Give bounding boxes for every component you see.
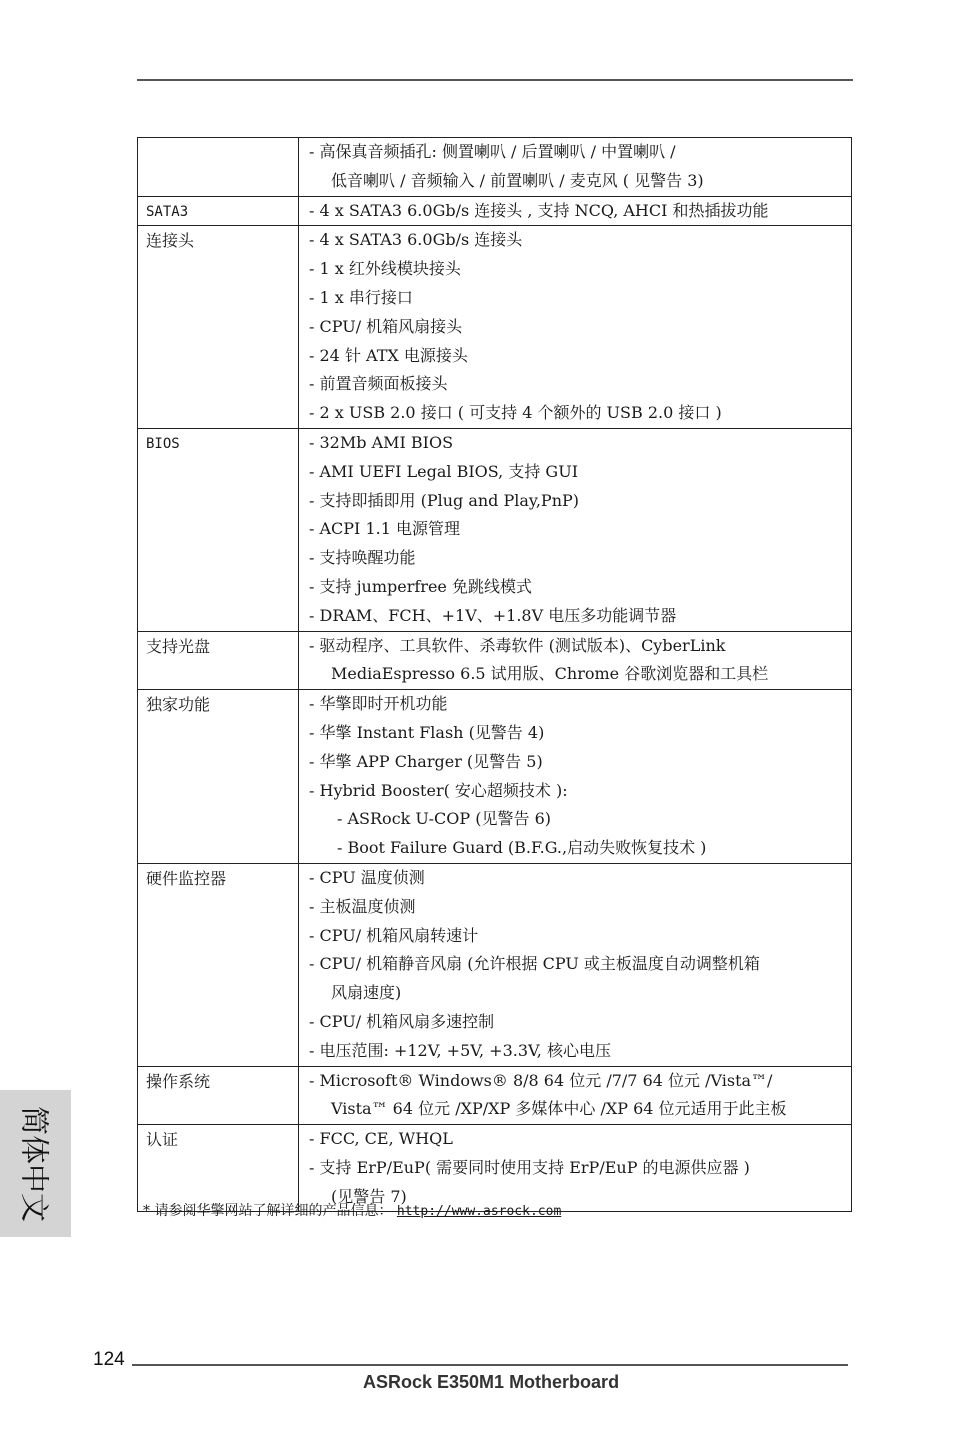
spec-line: 风扇速度) — [331, 983, 402, 1003]
spec-line: - 华擎 Instant Flash (见警告 4) — [309, 722, 545, 742]
spec-line: - 2 x USB 2.0 接口 ( 可支持 4 个额外的 USB 2.0 接口 ) — [309, 403, 722, 423]
spec-line: - 高保真音频插孔: 侧置喇叭 / 后置喇叭 / 中置喇叭 / — [309, 142, 676, 161]
spec-line: - 1 x 红外线模块接头 — [309, 259, 461, 279]
spec-row — [138, 226, 852, 429]
spec-line: - AMI UEFI Legal BIOS, 支持 GUI — [309, 461, 579, 481]
spec-line: - Hybrid Booster( 安心超频技术 ): — [309, 780, 568, 800]
spec-line: - CPU/ 机箱风扇接头 — [309, 316, 463, 336]
spec-label: 独家功能 — [146, 695, 211, 715]
spec-label-cell — [138, 138, 299, 197]
spec-line: - 主板温度侦测 — [309, 896, 416, 916]
spec-line: - 驱动程序、工具软件、杀毒软件 (测试版本)、CyberLink — [309, 635, 726, 655]
spec-label-cell — [138, 863, 299, 1066]
spec-line: - 支持 jumperfree 免跳线模式 — [309, 576, 532, 596]
spec-line: - ASRock U-COP (见警告 6) — [337, 809, 552, 829]
spec-label: 硬件监控器 — [146, 868, 227, 888]
spec-line: - CPU 温度侦测 — [309, 867, 425, 887]
spec-content-cell — [299, 138, 852, 197]
spec-line: - 24 针 ATX 电源接头 — [309, 345, 468, 365]
spec-line: - 4 x SATA3 6.0Gb/s 连接头 , 支持 NCQ, AHCI 和热插拔功能 — [309, 200, 769, 220]
spec-line: - DRAM、FCH、+1V、+1.8V 电压多功能调节器 — [309, 605, 677, 625]
spec-table — [137, 137, 852, 1212]
spec-line: - 4 x SATA3 6.0Gb/s 连接头 — [309, 230, 523, 250]
spec-label-cell — [138, 428, 299, 631]
spec-content-cell — [299, 690, 852, 864]
spec-row — [138, 1066, 852, 1125]
page-number: 124 — [93, 1349, 125, 1370]
spec-row — [138, 428, 852, 631]
spec-line: - CPU/ 机箱静音风扇 (允许根据 CPU 或主板温度自动调整机箱 — [309, 954, 760, 974]
spec-line: - 支持即插即用 (Plug and Play,PnP) — [309, 490, 580, 510]
spec-line: - 华擎 APP Charger (见警告 5) — [309, 751, 543, 771]
bottom-rule — [132, 1364, 848, 1366]
spec-line: - 电压范围: +12V, +5V, +3.3V, 核心电压 — [309, 1040, 611, 1060]
spec-row — [138, 863, 852, 1066]
spec-label-cell — [138, 1066, 299, 1125]
spec-row — [138, 631, 852, 690]
spec-line: MediaEspresso 6.5 试用版、Chrome 谷歌浏览器和工具栏 — [331, 664, 769, 684]
spec-label-cell — [138, 690, 299, 864]
footnote-text: * 请参阅华擎网站了解详细的产品信息： — [143, 1203, 393, 1219]
spec-row — [138, 690, 852, 864]
spec-label: 认证 — [146, 1130, 179, 1150]
spec-row — [138, 196, 852, 226]
spec-content-cell — [299, 1125, 852, 1212]
spec-row — [138, 1125, 852, 1212]
spec-content-cell — [299, 428, 852, 631]
spec-label: SATA3 — [146, 203, 189, 220]
spec-table-body — [138, 138, 852, 1212]
spec-content-cell — [299, 1066, 852, 1125]
language-label: 简体中文 — [17, 1105, 51, 1222]
spec-label: BIOS — [146, 435, 180, 452]
spec-line: (见警告 7) — [331, 1186, 407, 1206]
spec-content-cell — [299, 226, 852, 429]
spec-content-cell — [299, 631, 852, 690]
spec-label: 操作系统 — [146, 1071, 211, 1091]
footnote — [143, 1200, 561, 1220]
spec-line: 低音喇叭 / 音频输入 / 前置喇叭 / 麦克风 ( 见警告 3) — [331, 170, 704, 190]
spec-line: - Microsoft® Windows® 8/8 64 位元 /7/7 64 位元 /Vista™/ — [309, 1070, 773, 1090]
spec-label-cell — [138, 196, 299, 226]
top-rule — [137, 79, 853, 81]
spec-label-cell — [138, 1125, 299, 1212]
spec-content-cell — [299, 196, 852, 226]
footer-title: ASRock E350M1 Motherboard — [363, 1372, 620, 1392]
spec-row — [138, 138, 852, 197]
spec-line: - 前置音频面板接头 — [309, 374, 448, 394]
spec-line: - 32Mb AMI BIOS — [309, 432, 454, 452]
website-link[interactable]: http://www.asrock.com — [396, 1204, 562, 1219]
spec-line: - 支持唤醒功能 — [309, 548, 416, 568]
spec-label: 支持光盘 — [146, 636, 211, 656]
spec-line: - 1 x 串行接口 — [309, 287, 413, 307]
spec-content-cell — [299, 863, 852, 1066]
spec-label-cell — [138, 631, 299, 690]
spec-line: - CPU/ 机箱风扇转速计 — [309, 925, 479, 945]
spec-line: - ACPI 1.1 电源管理 — [309, 519, 460, 539]
spec-line: - 支持 ErP/EuP( 需要同时使用支持 ErP/EuP 的电源供应器 ) — [309, 1157, 750, 1177]
spec-line: - FCC, CE, WHQL — [309, 1129, 453, 1149]
language-side-tab — [0, 1090, 71, 1237]
spec-label: 连接头 — [146, 231, 195, 251]
spec-line: - 华擎即时开机功能 — [309, 694, 448, 714]
spec-line: - CPU/ 机箱风扇多速控制 — [309, 1011, 495, 1031]
spec-line: - Boot Failure Guard (B.F.G.,启动失败恢复技术 ) — [337, 838, 707, 858]
spec-line: Vista™ 64 位元 /XP/XP 多媒体中心 /XP 64 位元适用于此主板 — [331, 1099, 787, 1119]
spec-label-cell — [138, 226, 299, 429]
